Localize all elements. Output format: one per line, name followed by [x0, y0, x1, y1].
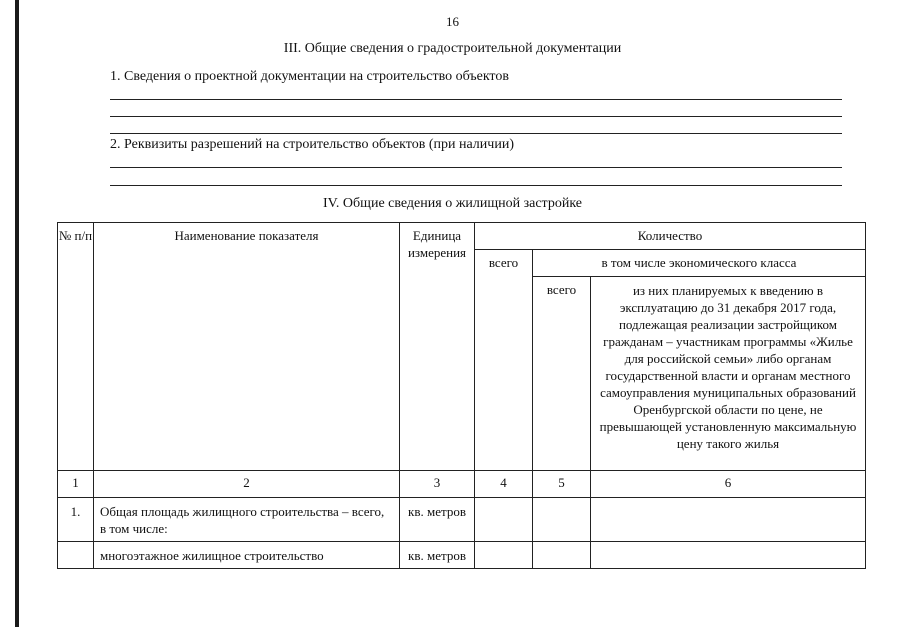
row-unit: кв. метров	[400, 498, 475, 542]
permits-heading: 2. Реквизиты разрешений на строительство объектов (при наличии)	[110, 137, 514, 152]
column-number: 6	[591, 471, 866, 498]
header-economy: в том числе экономического класса	[533, 250, 866, 277]
project-docs-heading: 1. Сведения о проектной документации на строительство объектов	[110, 69, 509, 84]
housing-table	[57, 222, 866, 569]
row-value-economy[interactable]	[533, 498, 591, 542]
column-number: 3	[400, 471, 475, 498]
table-row	[58, 498, 866, 542]
section-4-title: IV. Общие сведения о жилищной застройке	[322, 196, 583, 211]
section-3-title: III. Общие сведения о градостроительной документации	[283, 41, 622, 56]
row-num: 1.	[58, 498, 94, 542]
row-value-total[interactable]	[475, 542, 533, 569]
row-value-planned[interactable]	[591, 542, 866, 569]
row-unit: кв. метров	[400, 542, 475, 569]
table-row	[58, 542, 866, 569]
fill-line[interactable]	[110, 167, 842, 168]
column-number: 4	[475, 471, 533, 498]
header-total: всего	[475, 250, 533, 471]
header-planned: из них планируемых к введению в эксплуатацию до 31 декабря 2017 года, подлежащая реализации застройщиком гражданам – участникам программы «Жилье для российской семьи» либо органам государственной власти и органам местного самоуправления муниципальных образований Оренбургской области по цене, не превышающей установленную максимальную цену такого жилья	[591, 277, 866, 471]
column-number: 5	[533, 471, 591, 498]
page-number: 16	[446, 14, 459, 29]
fill-line[interactable]	[110, 116, 842, 117]
row-name: Общая площадь жилищного строительства – всего, в том числе:	[94, 498, 400, 542]
row-name: многоэтажное жилищное строительство	[94, 542, 400, 569]
row-value-planned[interactable]	[591, 498, 866, 542]
row-num	[58, 542, 94, 569]
row-value-economy[interactable]	[533, 542, 591, 569]
binding-line	[15, 0, 19, 627]
column-number: 1	[58, 471, 94, 498]
fill-line[interactable]	[110, 185, 842, 186]
header-quantity: Количество	[475, 223, 866, 250]
fill-line[interactable]	[110, 133, 842, 134]
row-value-total[interactable]	[475, 498, 533, 542]
header-name: Наименование показателя	[94, 223, 400, 471]
fill-line[interactable]	[110, 99, 842, 100]
header-num: № п/п	[58, 223, 94, 471]
column-number: 2	[94, 471, 400, 498]
header-unit: Единица измерения	[400, 223, 475, 471]
header-economy-total: всего	[533, 277, 591, 471]
